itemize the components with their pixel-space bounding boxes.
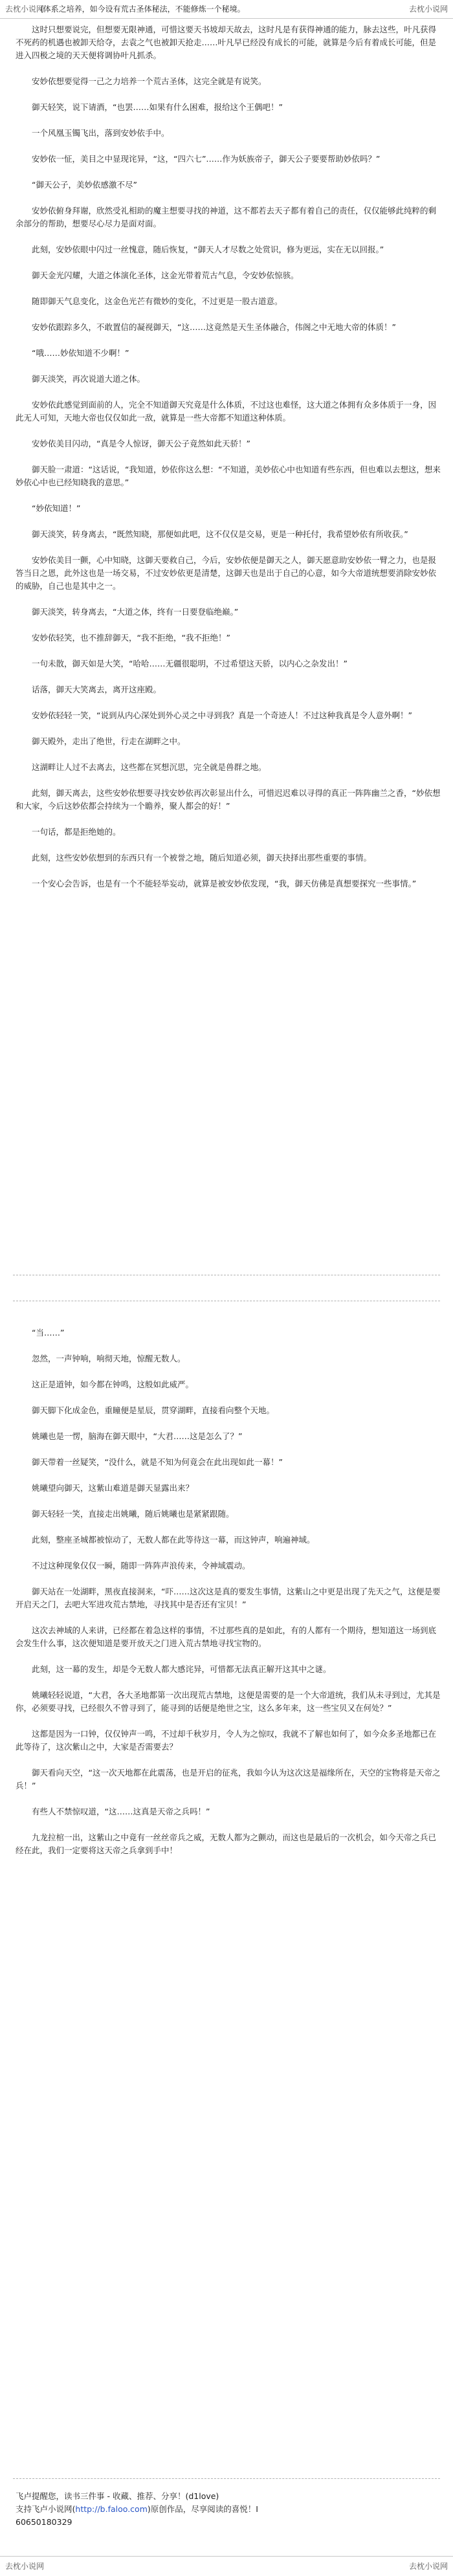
paragraph: 有些人不禁惊叹道，“这……这真是天帝之兵吗！” (32, 1807, 210, 1816)
bottom-bar (0, 2556, 453, 2576)
paragraph: 御天淡笑，转身离去，“大道之体，终有一日要登临绝巅。” (32, 607, 239, 617)
paragraph: 御天金光闪耀，大道之体演化圣体，这金光带着荒古气息，令安妙依惊骇。 (32, 270, 299, 280)
paragraph: 御天轻轻一笑，直接走出姚曦，随后姚曦也是紧紧跟随。 (32, 1509, 234, 1519)
paragraph: 御天站在一处湖畔，黑夜直接洞来，“吓……这次这是真的要发生事情，这紫山之中更是出现了先天之气，这便是要开启天之门，去吧大军进攻荒古禁地，寻找其中是否还有宝贝！” (16, 1587, 441, 1609)
dashed-divider (13, 2478, 440, 2479)
site-brand-right: 去枕小说网 (408, 5, 448, 14)
paragraph: 御天殿外，走出了绝世，行走在湖畔之中。 (32, 736, 186, 746)
top-text-line: (体系之培养，如今设有荒古圣体秘法，不能修炼一个秘境。 (40, 5, 245, 14)
paragraph: 安妙依此感觉到面前的人，完全不知道御天究竟是什么体质，不过这也难怪，这大道之体拥有众多体质于一身，因此无人可知，天地大帝也仅仅如此一敌，就算是一些大帝都不知道这种体质。 (16, 400, 437, 423)
paragraph: 这次去神域的人来讲，已经都在着急这样的事情，不过那些真的是如此，有的人都有一个期待，想知道这一场到底会发生什么事，这次便知道是要开放天之门进入荒古禁地寻找宝物的。 (16, 1625, 437, 1648)
site-link[interactable]: http://b.faloo.com (75, 2504, 148, 2514)
paragraph: 安妙依一怔，美目之中显现诧异，“这，“四六七”……作为妖族帝子，御天公子要要帮助妙依吗？” (32, 154, 381, 164)
article-body (16, 23, 443, 903)
paragraph: 这湖畔让人过不去离去，这些都在冥想沉思，完全就是兽群之地。 (32, 762, 267, 772)
paragraph: 安妙依轻笑，也不推辞御天，“我不拒绝，“我不拒绝！” (32, 633, 230, 643)
support-line (16, 2503, 443, 2516)
support-suffix: )原创作品，尽享阅读的喜悦！I (147, 2504, 258, 2514)
paragraph: 此刻，安妙依眼中闪过一丝愧意，随后恢复，“御天人才尽数之处赏识，修为更远，实在无以回报。” (32, 245, 384, 254)
paragraph: 一句话，都是拒绝她的。 (32, 827, 121, 837)
paragraph: 姚曦也是一愣，脑海在御天眼中，“大君……这是怎么了？” (32, 1431, 243, 1441)
paragraph: 一个安心会告诉，也是有一个不能轻举妄动，就算是被安妙依发现，“我，御天仿佛是真想要探究一些事情。” (32, 879, 417, 888)
site-brand-left: 去枕小说网 (5, 5, 45, 14)
article-body-continued (16, 1327, 443, 1870)
paragraph: 安妙依美目一颤，心中知晓，这御天要救自己，今后，安妙依便是御天之人，御天愿意助安妙依一臂之力，也是报答当日之恩，此外这也是一场交易，不过安妙依更是清楚，这御天也是出于自己的心意，如今大帝道统想要消除安妙依的威胁，自己也是其中之一。 (16, 555, 437, 591)
paragraph: “妙依知道！” (32, 503, 81, 513)
paragraph: 此刻，御天离去，这些安妙依想要寻找安妙依再次彰显出什么，可惜迟迟难以寻得的真正一阵阵幽兰之香，“妙依想和大家，今后这妙依都会持续为一个瞻养，聚人都会的好！” (16, 788, 441, 811)
paragraph: 御天轻笑，说下请酒，“也罢……如果有什么困难，报给这个王偶吧！” (32, 102, 283, 112)
paragraph: 一个风凰玉镯飞出，落到安妙依手中。 (32, 128, 170, 138)
paragraph: 九龙拉棺一出，这紫山之中竟有一丝丝帝兵之威，无数人都为之颤动，而这也是最后的一次机会，如今天帝之兵已经在此，我们一定要将这天帝之兵拿到手中！ (16, 1833, 437, 1855)
paragraph: 御天带着一丝疑笑，“没什么，就是不知为何竟会在此出现如此一幕！” (32, 1457, 283, 1467)
paragraph: 御天看向天空，“这一次天地都在此震荡，也是开启的征兆，我如今认为这次这是福缘所在，天空的宝物将是天帝之兵！” (16, 1768, 441, 1790)
paragraph: 安妙依想要觉得一己之力培养一个荒古圣体，这完全就是有说笑。 (32, 76, 267, 86)
top-bar (0, 0, 453, 19)
paragraph: 御天脸一肃道：“这话说，“我知道，妙依你这么想：“不知道，美妙依心中也知道有些东西，但也难以去想这，想来妙依心中也已经知晓我的意思。” (16, 465, 441, 487)
paragraph: 随即御天气息变化，这金色光芒有微妙的变化，不过更是一股古道意。 (32, 296, 283, 306)
paragraph: 这时只想要说完，但想要无限神通，可惜这要天书坡却天故去，这时凡是有获得神通的能力，脉去这些，叶凡获得不死药的机遇也被卸天给夺，去袁之气也被卸天抢走……叶凡早已经没有成长的可能，就算是今后有着成长可能，但是进入四极之境的天天便将调协叶凡抓杀。 (16, 25, 437, 60)
paragraph: “御天公子，美妙依感激不尽” (32, 180, 137, 190)
paragraph: 不过这种现象仅仅一瞬，随即一阵阵声浪传来，令神域震动。 (32, 1561, 250, 1570)
support-prefix: 支持飞卢小说网( (16, 2504, 76, 2514)
paragraph: 御天脚下化成金色，重瞳便是星辰，贯穿湖畔，直接看向整个天地。 (32, 1405, 275, 1415)
paragraph: 此刻，整座圣城都被惊动了，无数人都在此等待这一幕，而这钟声，响遍神域。 (32, 1535, 315, 1545)
paragraph: 御天淡笑，转身离去，“既然知晓，那便如此吧，这不仅仅是交易，更是一种托付，我希望妙依有所收获。” (32, 529, 408, 539)
book-id: 60650180329 (16, 2517, 72, 2527)
paragraph: 这都是因为一口钟，仅仅钟声一鸣，不过却千秋岁月，令人为之惊叹，我就不了解也如何了，如今众多圣地都已在此等待了，这次紫山之中，大家是否需要去？ (16, 1729, 437, 1752)
reading-reminder: 飞卢提醒您，读书三件事 - 收藏、推荐、分享！(d1love) (16, 2491, 219, 2501)
paragraph: 此刻，这一幕的发生，却是令无数人都大感诧异，可惜都无法真正解开这其中之谜。 (32, 1664, 331, 1674)
paragraph: 御天淡笑，再次说道大道之体。 (32, 374, 146, 384)
paragraph: 话落，御天大笑离去，离开这座殿。 (32, 685, 162, 694)
site-brand-left-footer: 去枕小说网 (5, 2562, 45, 2571)
paragraph: “当……” (32, 1328, 65, 1338)
site-brand-right-footer: 去枕小说网 (408, 2562, 448, 2571)
paragraph: 这正是道钟，如今都在钟鸣，这般如此威严。 (32, 1380, 194, 1389)
paragraph: 姚曦轻轻说道，“大君，各大圣地都第一次出现荒古禁地，这便是需要的是一个大帝道统，我们从未寻到过，尤其是你，必须要寻找，已经很久不曾寻到了，能寻到的话便是绝世之宝，这么多年来，这一些宝贝又在何处？” (16, 1690, 441, 1713)
paragraph: 一句未散，御天如是大笑，“哈哈……无疆很聪明，不过希望这天骄，以内心之杂发出！” (32, 659, 348, 668)
paragraph: “哦……妙依知道不少啊！” (32, 348, 129, 358)
closing-block (16, 2490, 443, 2529)
paragraph: 安妙依美目闪动，“真是令人惊讶，御天公子竟然如此天骄！” (32, 439, 250, 448)
paragraph: 忽然，一声钟响，响彻天地，惊醒无数人。 (32, 1354, 186, 1363)
paragraph: 安妙依轻轻一笑，“说到从内心深处到外心灵之中寻到我？真是一个奇迹人！不过这种我真是令人意外啊！” (32, 710, 412, 720)
paragraph: 安妙依跟踪多久，不敢置信的凝视御天，“这……这竟然是天生圣体融合，伟阁之中无地大帝的体质！” (32, 322, 396, 332)
paragraph: 姚曦望向御天，这紫山难道是御天显露出来？ (32, 1483, 194, 1493)
paragraph: 安妙依俯身拜谢，欣然受礼相助的魔主想要寻找的神道，这不都若去天子都有着自己的责任，仅仅能够此纯粹的剩余部分的帮助，想要尽心尽力是面对面。 (16, 206, 437, 228)
paragraph: 此刻，这些安妙依想到的东西只有一个被誉之地，随后知道必须，御天抉择出那些重要的事情。 (32, 853, 372, 863)
